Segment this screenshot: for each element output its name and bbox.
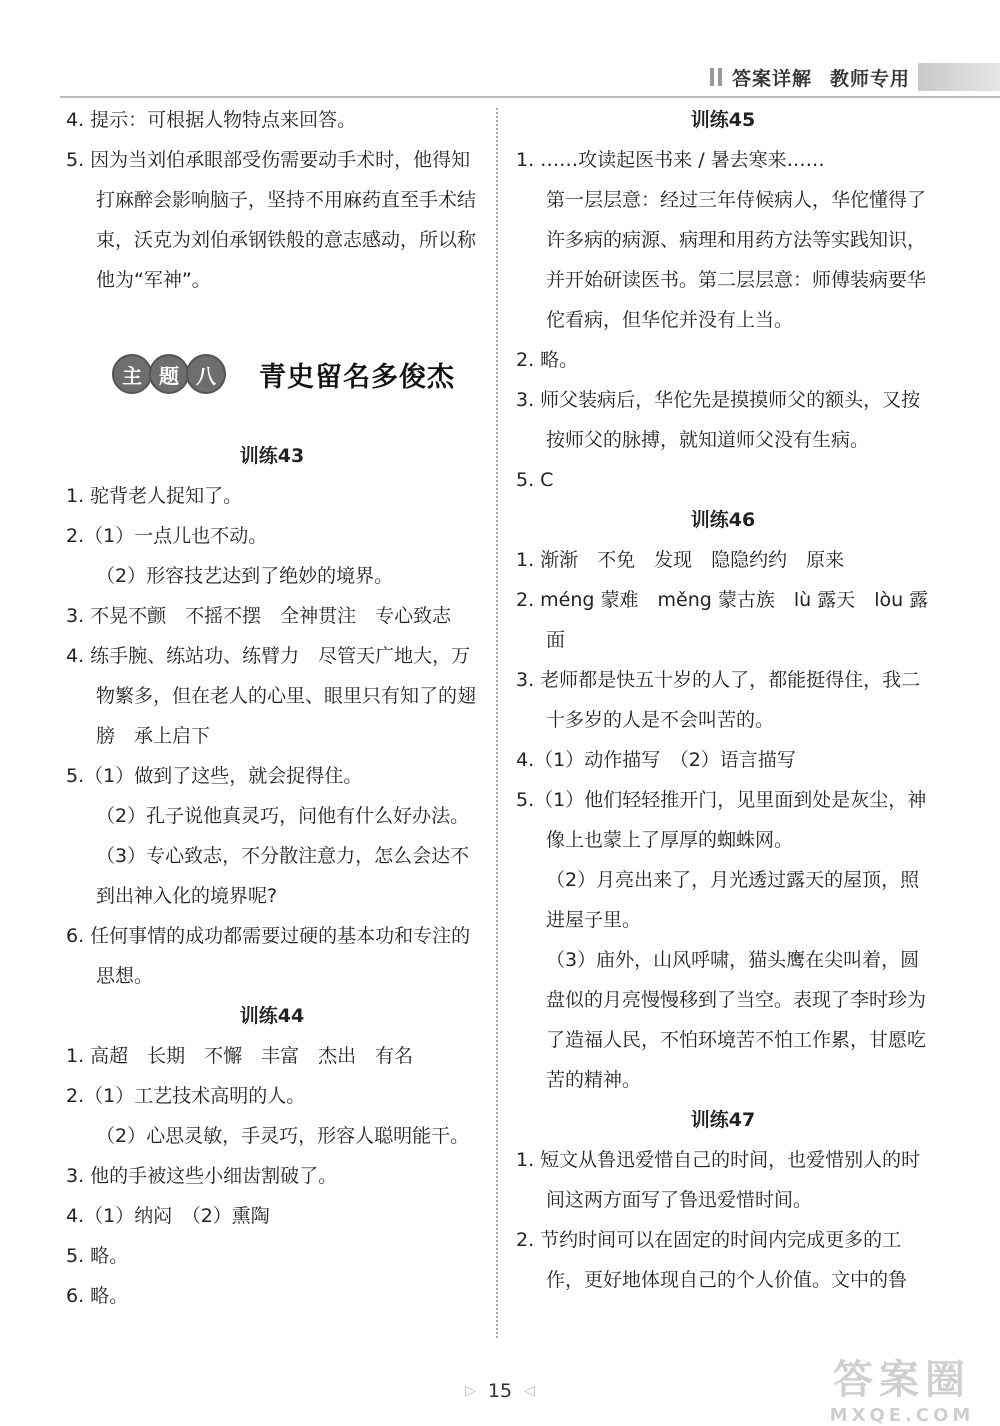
answer-item: 1. ……攻读起医书来 / 暑去寒来…… bbox=[516, 149, 825, 171]
section-title: 训练47 bbox=[690, 1109, 756, 1131]
answer-item: 2.（1）一点儿也不动。 bbox=[66, 525, 268, 547]
theme-title: 青史留名多俊杰 bbox=[259, 361, 455, 393]
answer-item: （3）庙外，山风呼啸，猫头鹰在尖叫着，圆盘似的月亮慢慢移到了当空。表现了李时珍为了造福人民，不怕环境苦不怕工作累，甘愿吃苦的精神。 bbox=[546, 949, 927, 1091]
answer-item: 5.（1）做到了这些，就会捉得住。 bbox=[66, 765, 363, 787]
header-decoration-block bbox=[918, 63, 1000, 91]
header-bars-decoration bbox=[710, 68, 722, 86]
theme-badge-char: 主 bbox=[112, 354, 152, 394]
right-sections bbox=[516, 100, 930, 1300]
answer-item: 2. méng 蒙难 měng 蒙古族 lù 露天 lòu 露面 bbox=[516, 589, 929, 651]
answer-item: 3. 他的手被这些小细齿割破了。 bbox=[66, 1165, 338, 1187]
left-sections bbox=[66, 436, 478, 1316]
answer-item: 3. 不晃不颤 不摇不摆 全神贯注 专心致志 bbox=[66, 605, 452, 627]
answer-item: 5. 略。 bbox=[66, 1245, 129, 1267]
answer-item: 2.（1）工艺技术高明的人。 bbox=[66, 1085, 306, 1107]
header-label-answers: 答案详解 bbox=[731, 67, 812, 90]
footer-arrow-right-icon: ▷ bbox=[465, 1383, 476, 1399]
theme-badge-char: 题 bbox=[149, 354, 189, 394]
answer-item: 6. 任何事情的成功都需要过硬的基本功和专注的思想。 bbox=[66, 925, 471, 987]
header-label-teacher: 教师专用 bbox=[829, 67, 910, 90]
answer-item: 3. 老师都是快五十岁的人了，都能挺得住，我二十多岁的人是不会叫苦的。 bbox=[516, 669, 921, 731]
answer-item: 1. 渐渐 不免 发现 隐隐约约 原来 bbox=[516, 549, 845, 571]
answer-item: 1. 驼背老人捉知了。 bbox=[66, 485, 243, 507]
section-title: 训练46 bbox=[690, 509, 756, 531]
answer-item: 4. 练手腕、练站功、练臂力 尽管天广地大，万物繁多，但在老人的心里、眼里只有知了的翅膀 承上启下 bbox=[66, 645, 477, 747]
answer-item: 5.（1）他们轻轻推开门，见里面到处是灰尘，神像上也蒙上了厚厚的蜘蛛网。 bbox=[516, 789, 927, 851]
theme-banner bbox=[112, 338, 478, 410]
column-divider bbox=[496, 108, 498, 1338]
answer-item: 4.（1）纳闷 （2）熏陶 bbox=[66, 1205, 270, 1227]
page-number: 15 bbox=[487, 1380, 513, 1402]
section-title: 训练44 bbox=[239, 1005, 305, 1027]
right-column bbox=[516, 100, 930, 1300]
answer-item: （2）心思灵敏，手灵巧，形容人聪明能干。 bbox=[96, 1125, 470, 1147]
answer-item: 第一层层意：经过三年侍候病人，华佗懂得了许多病的病源、病理和用药方法等实践知识，并开始研读医书。第二层层意：师傅装病要华佗看病，但华佗并没有上当。 bbox=[546, 189, 927, 331]
theme-badge bbox=[112, 354, 223, 394]
answer-item: 4. 提示：可根据人物特点来回答。 bbox=[66, 109, 357, 131]
answer-item: 1. 短文从鲁迅爱惜自己的时间，也爱惜别人的时间这两方面写了鲁迅爱惜时间。 bbox=[516, 1149, 921, 1211]
answer-item: 5. C bbox=[516, 469, 554, 491]
answer-item: 3. 师父装病后，华佗先是摸摸师父的额头，又按按师父的脉搏，就知道师父没有生病。 bbox=[516, 389, 921, 451]
answer-item: 6. 略。 bbox=[66, 1285, 129, 1307]
theme-badge-char: 八 bbox=[186, 354, 226, 394]
answer-item: 1. 高超 长期 不懈 丰富 杰出 有名 bbox=[66, 1045, 414, 1067]
answer-item: （2）月亮出来了，月光透过露天的屋顶，照进屋子里。 bbox=[546, 869, 920, 931]
answer-item: 4.（1）动作描写 （2）语言描写 bbox=[516, 749, 796, 771]
footer-arrow-left-icon: ◁ bbox=[524, 1383, 535, 1399]
section-title: 训练43 bbox=[239, 445, 305, 467]
header-rule bbox=[60, 96, 1000, 98]
watermark-logo: 答案圈 MXQE.COM bbox=[829, 1357, 975, 1426]
section-title: 训练45 bbox=[690, 109, 756, 131]
answer-item: （2）孔子说他真灵巧，问他有什么好办法。 bbox=[96, 805, 470, 827]
answer-item: 2. 节约时间可以在固定的时间内完成更多的工作，更好地体现自己的个人价值。文中的鲁 bbox=[516, 1229, 908, 1291]
left-column bbox=[66, 100, 478, 1316]
answer-item: （3）专心致志，不分散注意力，怎么会达不到出神入化的境界呢? bbox=[96, 845, 470, 907]
answer-item: 2. 略。 bbox=[516, 349, 579, 371]
answer-item: 5. 因为当刘伯承眼部受伤需要动手术时，他得知打麻醉会影响脑子，坚持不用麻药直至手术结束，沃克为刘伯承钢铁般的意志感动，所以称他为“军神”。 bbox=[66, 149, 477, 291]
page-header bbox=[710, 60, 1000, 94]
answer-item: （2）形容技艺达到了绝妙的境界。 bbox=[96, 565, 394, 587]
header-title bbox=[732, 64, 910, 91]
